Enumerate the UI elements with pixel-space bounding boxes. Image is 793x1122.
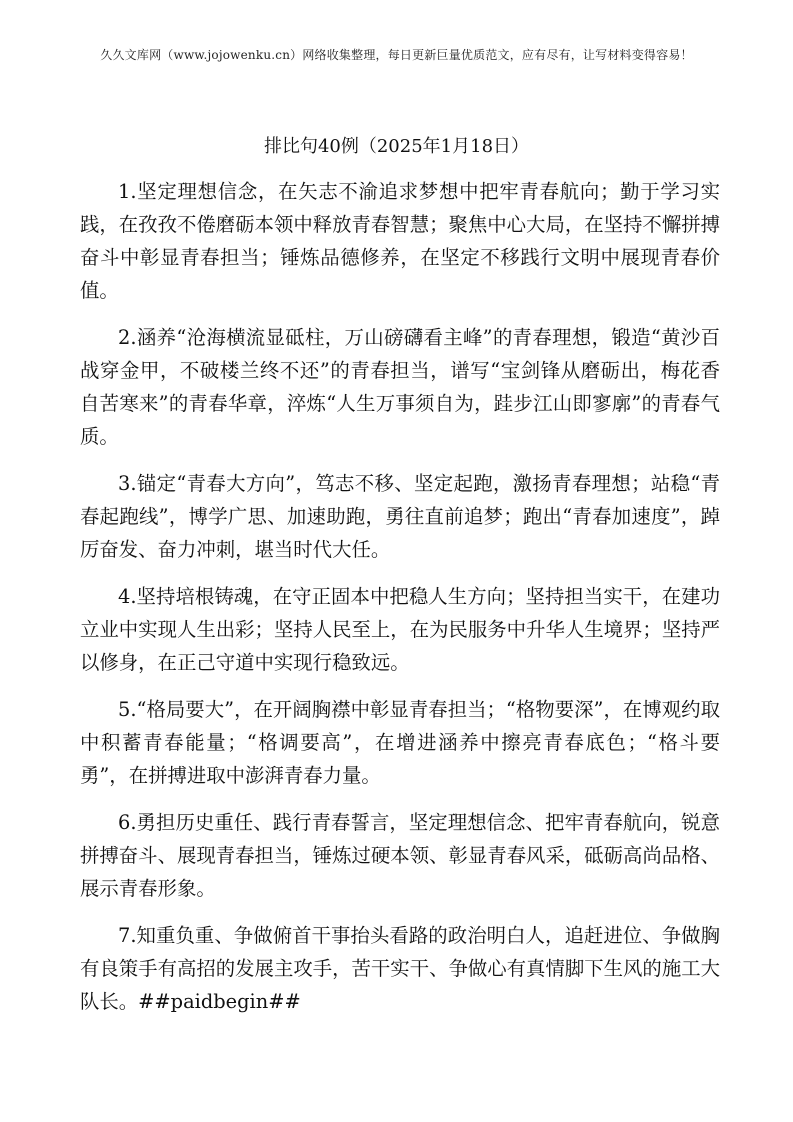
paragraph-4: 4.坚持培根铸魂，在守正固本中把稳人生方向；坚持担当实干，在建功立业中实现人生出彩；坚持人民至上，在为民服务中升华人生境界；坚持严以修身，在正己守道中实现行稳致远。 bbox=[80, 585, 720, 674]
paragraph-6: 6.勇担历史重任、践行青春誓言，坚定理想信念、把牢青春航向，锐意拼搏奋斗、展现青春担当，锤炼过硬本领、彰显青春风采，砥砺高尚品格、展示青春形象。 bbox=[80, 811, 720, 900]
paragraph-1: 1.坚定理想信念，在矢志不渝追求梦想中把牢青春航向；勤于学习实践，在孜孜不倦磨砺本领中释放青春智慧；聚焦中心大局，在坚持不懈拼搏奋斗中彰显青春担当；锤炼品德修养，在坚定不移践行文明中展现青春价值。 bbox=[80, 180, 720, 302]
page-header: 久久文库网（www.jojowenku.cn）网络收集整理，每日更新巨量优质范文，应有尽有，让写材料变得容易！ bbox=[100, 48, 693, 62]
paragraph-7: 7.知重负重、争做俯首干事抬头看路的政治明白人，追赶进位、争做胸有良策手有高招的发展主攻手，苦干实干、争做心有真情脚下生风的施工大队长。##paidbegin## bbox=[80, 924, 720, 1013]
document-body bbox=[80, 175, 720, 1032]
paragraph-3: 3.锚定“青春大方向”，笃志不移、坚定起跑，激扬青春理想；站稳“青春起跑线”，博学广思、加速助跑，勇往直前追梦；跑出“青春加速度”，踔厉奋发、奋力冲刺，堪当时代大任。 bbox=[80, 472, 720, 561]
document-title: 排比句40例（2025年1月18日） bbox=[263, 136, 530, 157]
paragraph-2: 2.涵养“沧海横流显砥柱，万山磅礴看主峰”的青春理想，锻造“黄沙百战穿金甲，不破楼兰终不还”的青春担当，谱写“宝剑锋从磨砺出，梅花香自苦寒来”的青春华章，淬炼“人生万事须自为，跬步江山即寥廓”的青春气质。 bbox=[80, 326, 720, 448]
paragraph-5: 5.“格局要大”，在开阔胸襟中彰显青春担当；“格物要深”，在博观约取中积蓄青春能量；“格调要高”，在增进涵养中擦亮青春底色；“格斗要勇”，在拼搏进取中澎湃青春力量。 bbox=[80, 698, 720, 787]
